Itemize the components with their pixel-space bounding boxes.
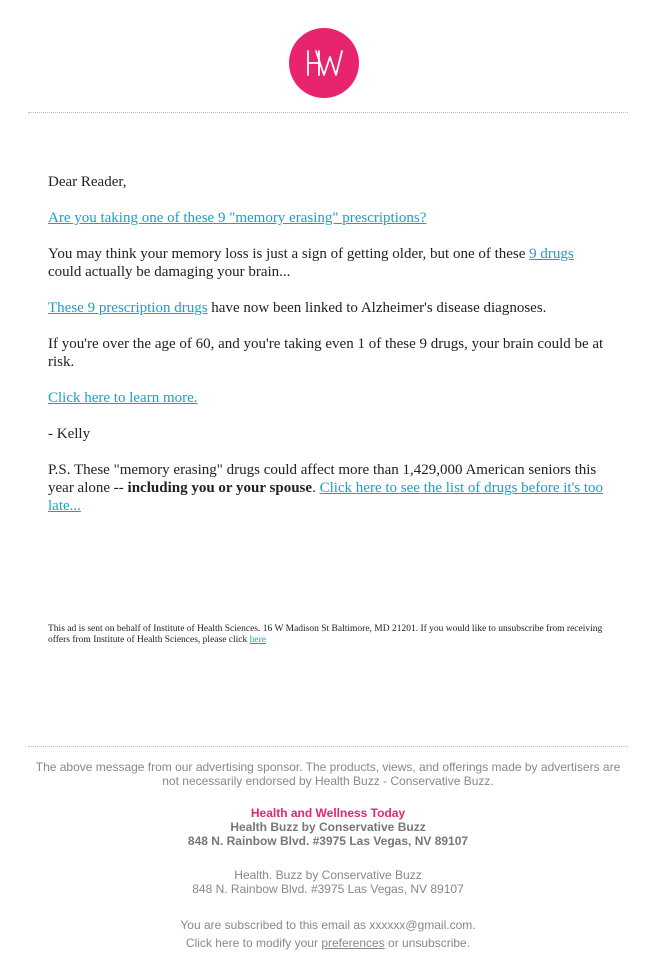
logo-container	[0, 28, 648, 98]
preferences-link[interactable]: preferences	[321, 936, 385, 950]
disclaimer-text: This ad is sent on behalf of Institute of Health Sciences. 16 W Madison St Baltimore, MD 21201. If you would like to unsubscribe from receiving offers from Institute of Health Sciences, please click	[48, 624, 603, 645]
publisher-name: Health. Buzz by Conservative Buzz	[234, 868, 422, 882]
paragraph-memory-loss	[48, 245, 608, 281]
learn-more-link[interactable]: Click here to learn more.	[48, 390, 198, 406]
brand-block	[28, 806, 628, 848]
ad-disclaimer	[48, 624, 613, 646]
brand-line: Health Buzz by Conservative Buzz	[230, 820, 426, 834]
nine-drugs-link[interactable]: 9 drugs	[529, 246, 574, 262]
subscribed-notice: You are subscribed to this email as xxxxxx@gmail.com.	[180, 918, 476, 932]
ps-period: .	[312, 480, 320, 496]
p1-text-before: You may think your memory loss is just a sign of getting older, but one of these	[48, 246, 530, 262]
postscript	[48, 461, 608, 515]
cta-paragraph	[48, 389, 608, 407]
modify-text-after: or unsubscribe.	[384, 936, 471, 950]
p2-text-after: have now been linked to Alzheimer's disease diagnoses.	[207, 300, 547, 316]
modify-line	[28, 934, 628, 952]
hw-logo-icon	[299, 43, 349, 83]
prescription-drugs-link[interactable]: These 9 prescription drugs	[48, 300, 208, 316]
ps-bold-text: including you or your spouse	[127, 480, 313, 496]
sponsor-note: The above message from our advertising sponsor. The products, views, and offerings made by advertisers are not necessarily endorsed by Health Buzz - Conservative Buzz.	[35, 760, 621, 788]
publisher-block	[28, 868, 628, 896]
ps-text: P.S. These "memory erasing" drugs could affect more than 1,429,000 American seniors this year alone --	[48, 462, 597, 496]
modify-text-before: Click here to modify your	[185, 936, 322, 950]
brand-logo	[289, 28, 359, 98]
greeting: Dear Reader,	[48, 174, 127, 190]
publisher-address: 848 N. Rainbow Blvd. #3975 Las Vegas, NV 89107	[192, 882, 464, 896]
drug-list-link[interactable]: Click here to see the list of drugs before it's too late...	[48, 480, 604, 514]
paragraph-risk: If you're over the age of 60, and you're taking even 1 of these 9 drugs, your brain could be at risk.	[48, 336, 604, 370]
headline-link[interactable]: Are you taking one of these 9 "memory erasing" prescriptions?	[48, 210, 427, 226]
p1-text-after: could actually be damaging your brain...	[48, 264, 291, 280]
paragraph-alzheimers	[48, 299, 608, 317]
unsubscribe-here-link[interactable]: here	[249, 635, 266, 645]
subscription-block	[28, 916, 628, 952]
headline-paragraph	[48, 209, 608, 227]
footer-divider	[28, 746, 628, 747]
top-divider	[28, 112, 628, 113]
brand-address: 848 N. Rainbow Blvd. #3975 Las Vegas, NV 89107	[187, 834, 469, 848]
letter-body	[48, 173, 608, 533]
brand-title: Health and Wellness Today	[250, 806, 406, 820]
signature: - Kelly	[48, 426, 91, 442]
